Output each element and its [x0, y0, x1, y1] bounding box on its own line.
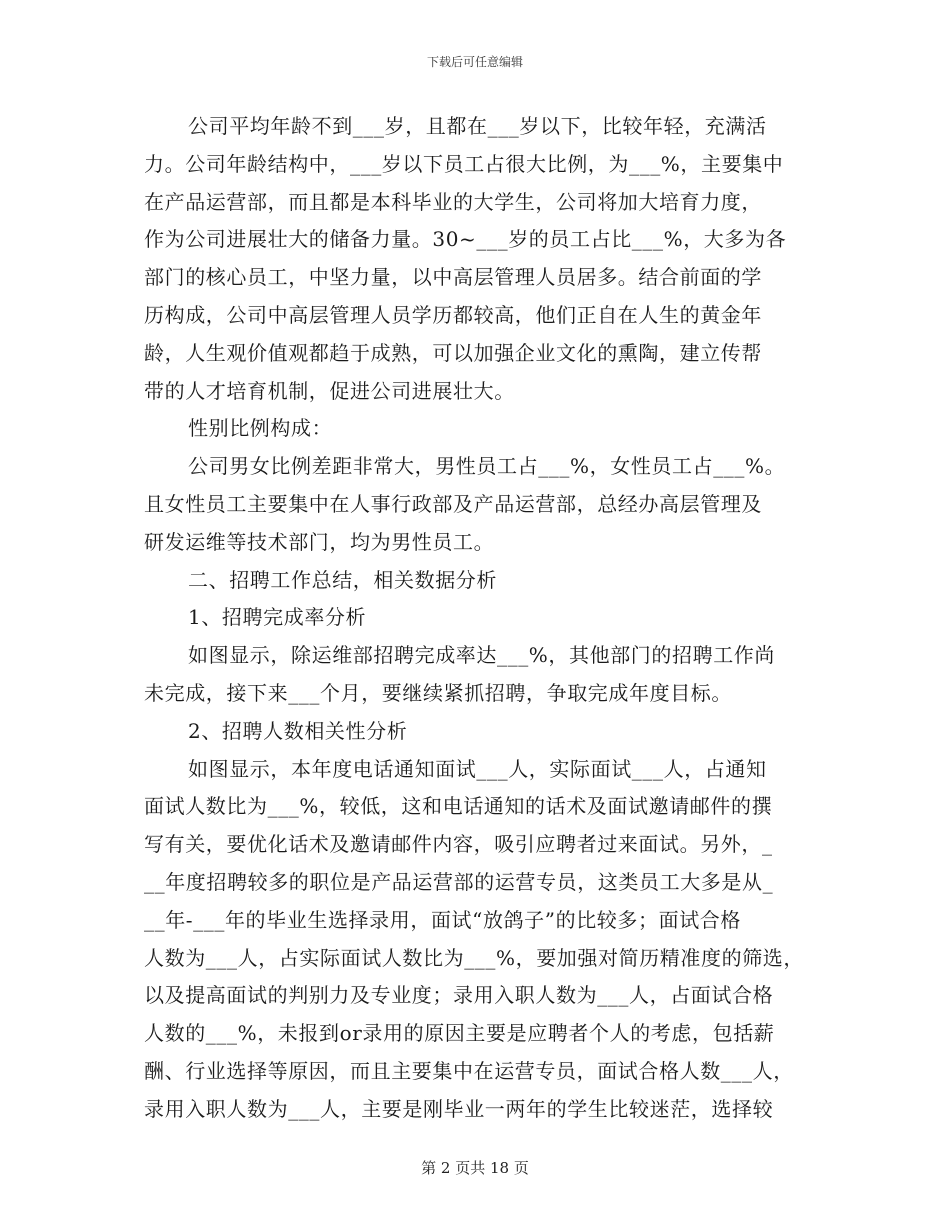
page-footer: 第 2 页共 18 页	[421, 1159, 529, 1177]
paragraph-line: 人数的___%，未报到or录用的原因主要是应聘者个人的考虑，包括薪	[144, 1021, 775, 1046]
paragraph-line: 写有关，要优化话术及邀请邮件内容，吸引应聘者过来面试。另外，_	[144, 832, 773, 857]
page-header: 下载后可任意编辑	[426, 55, 523, 69]
paragraph-line: 酬、行业选择等原因，而且主要集中在运营专员，面试合格人数___人，	[144, 1058, 794, 1083]
paragraph-line: __年度招聘较多的职位是产品运营部的运营专员，这类员工大多是从_	[144, 869, 774, 894]
paragraph-line: 在产品运营部，而且都是本科毕业的大学生，公司将加大培育力度，	[144, 189, 762, 214]
paragraph-line: 带的人才培育机制，促进公司进展壮大。	[144, 378, 515, 403]
paragraph-line: __年-___年的毕业生选择录用，面试“放鸽子”的比较多；面试合格	[144, 907, 742, 932]
paragraph-line: 龄，人生观价值观都趋于成熟，可以加强企业文化的熏陶，建立传帮	[144, 340, 762, 365]
paragraph-line: 研发运维等技术部门，均为男性员工。	[144, 529, 495, 554]
paragraph-line: 公司平均年龄不到___岁，且都在___岁以下，比较年轻，充满活	[188, 114, 767, 138]
paragraph-line: 面试人数比为___%，较低，这和电话通知的话术及面试邀请邮件的撰	[144, 794, 773, 819]
paragraph-line: 如图显示，本年度电话通知面试___人，实际面试___人，占通知	[188, 756, 767, 781]
paragraph-line: 人数为___人，占实际面试人数比为___%，要加强对简历精准度的筛选，	[144, 945, 805, 970]
paragraph-line: 部门的核心员工，中坚力量，以中高层管理人员居多。结合前面的学	[144, 265, 762, 290]
paragraph-line: 公司男女比例差距非常大，男性员工占___%，女性员工占___%。	[188, 454, 786, 479]
subsection-heading: 1、招聘完成率分析	[188, 605, 367, 630]
subsection-heading: 2、招聘人数相关性分析	[188, 718, 408, 743]
paragraph-line: 作为公司进展壮大的储备力量。30~___岁的员工占比___%，大多为各	[144, 227, 787, 252]
document-body	[144, 108, 810, 1129]
section-heading: 性别比例构成：	[188, 416, 333, 441]
paragraph-line: 力。公司年龄结构中，___岁以下员工占很大比例，为___%，主要集中	[144, 151, 784, 176]
paragraph-line: 录用入职人数为___人，主要是刚毕业一两年的学生比较迷茫，选择较	[144, 1096, 774, 1121]
section-heading: 二、招聘工作总结，相关数据分析	[188, 567, 497, 592]
paragraph-line: 历构成，公司中高层管理人员学历都较高，他们正自在人生的黄金年	[144, 302, 762, 327]
paragraph-line: 以及提高面试的判别力及专业度；录用入职人数为___人，占面试合格	[144, 983, 774, 1008]
paragraph-line: 如图显示，除运维部招聘完成率达___%，其他部门的招聘工作尚	[188, 643, 776, 668]
paragraph-line: 且女性员工主要集中在人事行政部及产品运营部，总经办高层管理及	[144, 491, 762, 516]
paragraph-line: 未完成，接下来___个月，要继续紧抓招聘，争取完成年度目标。	[144, 680, 732, 705]
